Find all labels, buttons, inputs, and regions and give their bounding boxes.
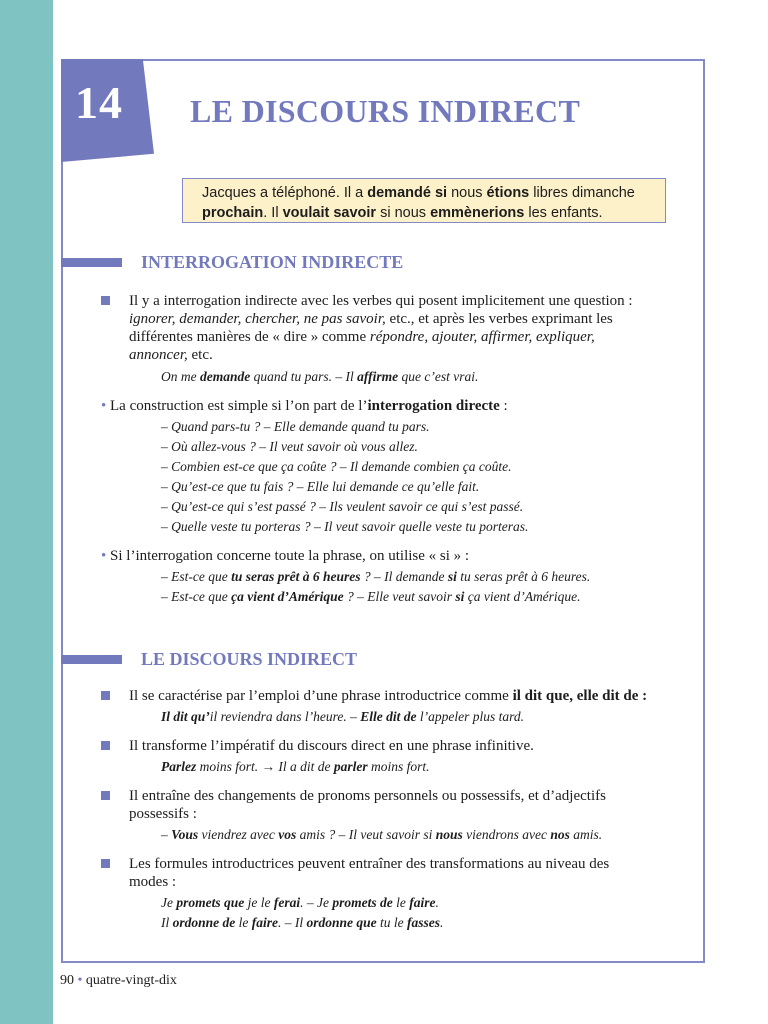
t: tu seras prêt à 6 heures.	[456, 569, 591, 584]
t: viendrons avec	[462, 827, 551, 842]
b: Il dit qu’	[161, 709, 210, 724]
text: etc., et après les verbes exprimant les	[385, 311, 613, 327]
t: le	[392, 895, 410, 910]
paragraph-line: possessifs :	[129, 806, 197, 822]
left-color-band	[0, 0, 53, 1024]
dot-bullet: •	[101, 398, 107, 414]
section-title-discours: LE DISCOURS INDIRECT	[141, 649, 358, 669]
example-line	[161, 894, 439, 912]
italic-verbs: répondre, ajouter, affirmer, expliquer,	[369, 329, 595, 345]
intro-bold: étions	[486, 185, 530, 201]
example-line	[161, 708, 524, 726]
t: .	[440, 915, 444, 930]
paragraph-line: Les formules introductrices peuvent entraîner des transformations au niveau des	[129, 856, 610, 872]
intro-text: Jacques a téléphoné. Il a	[202, 185, 368, 201]
b: ,	[569, 688, 577, 704]
dot-bullet: •	[101, 548, 107, 564]
t: . – Il	[278, 915, 307, 930]
t: moins fort.	[367, 759, 430, 774]
t: amis.	[569, 827, 603, 842]
square-bullet	[101, 791, 110, 800]
b: Vous	[171, 827, 199, 842]
paragraph-line: Il transforme l’impératif du discours direct en une phrase infinitive.	[129, 738, 534, 754]
example-line: – Quand pars-tu ? – Elle demande quand tu pars.	[161, 419, 430, 434]
example-line: – Qu’est-ce qui s’est passé ? – Ils veulent savoir ce qui s’est passé.	[161, 499, 524, 514]
square-bullet	[101, 691, 110, 700]
b: promets que	[176, 895, 245, 910]
page-number-words: quatre-vingt-dix	[85, 973, 177, 988]
b: si	[455, 589, 465, 604]
example-line: – Qu’est-ce que tu fais ? – Elle lui demande ce qu’elle fait.	[161, 479, 480, 494]
paragraph-line: Il entraîne des changements de pronoms personnels ou possessifs, et d’adjectifs	[129, 788, 606, 804]
t: ? – Il demande	[360, 569, 448, 584]
paragraph-line: modes :	[129, 874, 177, 890]
t: La construction est simple si l’on part de l’	[106, 398, 368, 414]
example-line	[161, 758, 430, 776]
text: différentes manières de « dire » comme	[129, 329, 370, 345]
t: il reviendra dans l’heure. –	[209, 709, 361, 724]
paragraph-line	[129, 328, 595, 346]
b: nos	[550, 827, 570, 842]
t: – Est-ce que	[161, 569, 232, 584]
t: ? – Elle veut savoir	[343, 589, 456, 604]
b: si	[447, 569, 457, 584]
section-title-interrogation: INTERROGATION INDIRECTE	[141, 252, 404, 272]
t: Je	[161, 895, 177, 910]
example-line: – Où allez-vous ? – Il veut savoir où vous allez.	[161, 439, 418, 454]
italic-verbs: ignorer, demander, chercher, ne pas savoir,	[129, 311, 386, 327]
b: faire	[251, 915, 279, 930]
b: Parlez	[161, 759, 197, 774]
b: tu seras prêt à 6 heures	[231, 569, 361, 584]
example-line: – Quelle veste tu porteras ? – Il veut savoir quelle veste tu porteras.	[161, 519, 529, 534]
paragraph-line	[129, 310, 613, 328]
chapter-number: 14	[75, 77, 123, 128]
italic-verbs: annoncer,	[129, 347, 188, 363]
intro-line-1	[202, 183, 655, 203]
paragraph-line	[101, 547, 469, 565]
t: quand tu pars. – Il	[250, 369, 358, 384]
b: fasses	[407, 915, 441, 930]
t: Si l’interrogation concerne toute la phrase, on utilise « si » :	[106, 548, 470, 564]
t: je le	[244, 895, 274, 910]
intro-bold: emmènerions	[430, 205, 525, 221]
t: Il se caractérise par l’emploi d’une phrase introductrice comme	[129, 688, 513, 704]
t: On me	[161, 369, 200, 384]
intro-text: les enfants.	[524, 205, 603, 221]
intro-bold: prochain	[202, 205, 264, 221]
page-footer	[60, 973, 177, 989]
example-line	[161, 826, 602, 844]
t: que c’est vrai.	[398, 369, 479, 384]
t: –	[161, 827, 172, 842]
paragraph-line	[129, 346, 213, 364]
intro-bold: voulait savoir	[282, 205, 377, 221]
intro-text: libres dimanche	[529, 185, 635, 201]
b: ferai	[273, 895, 301, 910]
b: parler	[333, 759, 368, 774]
chapter-title: LE DISCOURS INDIRECT	[190, 93, 581, 129]
b: demande	[200, 369, 251, 384]
square-bullet	[101, 859, 110, 868]
section-bar	[61, 258, 122, 267]
section-bar	[61, 655, 122, 664]
text: etc.	[187, 347, 213, 363]
paragraph-line	[129, 687, 647, 705]
paragraph-line	[101, 397, 508, 415]
intro-text: nous	[447, 185, 487, 201]
t: tu le	[376, 915, 408, 930]
paragraph-line: Il y a interrogation indirecte avec les verbes qui posent implicitement une question :	[129, 293, 633, 309]
square-bullet	[101, 741, 110, 750]
t: Il	[161, 915, 173, 930]
t: ça vient d’Amérique.	[464, 589, 581, 604]
square-bullet	[101, 296, 110, 305]
t: :	[499, 398, 508, 414]
t: .	[435, 895, 439, 910]
example-line	[161, 914, 443, 932]
b: interrogation directe	[367, 398, 500, 414]
t: moins fort. → Il a dit de	[196, 759, 334, 774]
intro-example-box	[182, 178, 666, 223]
footer-dot: •	[77, 973, 83, 988]
intro-bold: demandé si	[367, 185, 448, 201]
t: le	[235, 915, 252, 930]
t: . – Je	[300, 895, 333, 910]
intro-line-2	[202, 203, 655, 223]
example-line: – Combien est-ce que ça coûte ? – Il demande combien ça coûte.	[161, 459, 512, 474]
b: ça vient d’Amérique	[231, 589, 344, 604]
intro-text: . Il	[263, 205, 283, 221]
page-number: 90	[60, 973, 74, 988]
b: faire	[409, 895, 436, 910]
t: – Est-ce que	[161, 589, 232, 604]
b: Elle dit de	[360, 709, 417, 724]
t: l’appeler plus tard.	[416, 709, 524, 724]
b: nous	[435, 827, 463, 842]
b: affirme	[357, 369, 399, 384]
b: ordonne de	[172, 915, 236, 930]
b: promets de	[332, 895, 393, 910]
intro-text: si nous	[376, 205, 431, 221]
b: elle dit de :	[576, 688, 648, 704]
example-line	[161, 588, 581, 606]
example-line	[161, 368, 478, 386]
b: il dit que	[512, 688, 570, 704]
example-line	[161, 568, 590, 586]
t: viendrez avec	[198, 827, 279, 842]
t: amis ? – Il veut savoir si	[296, 827, 436, 842]
b: vos	[278, 827, 297, 842]
b: ordonne que	[306, 915, 377, 930]
